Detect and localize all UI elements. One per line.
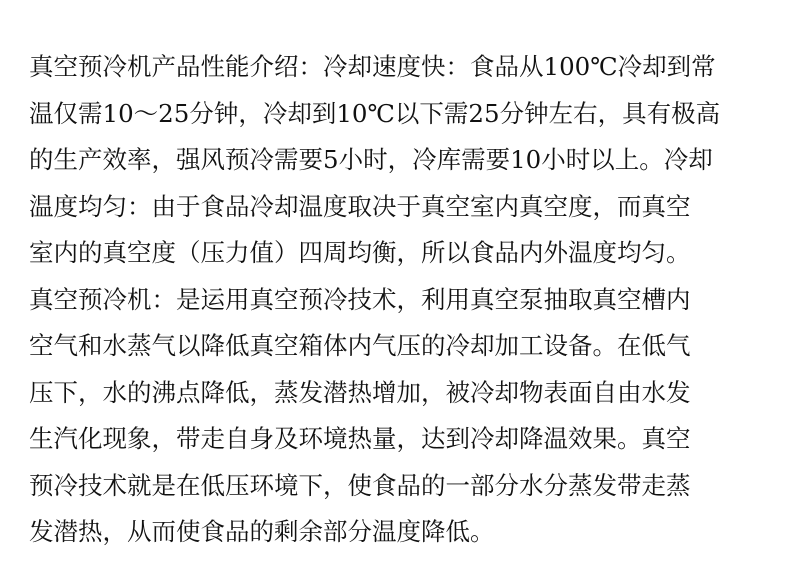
text-line-7: 空气和水蒸气以降低真空箱体内气压的冷却加工设备。在低气: [29, 331, 691, 360]
text-line-5: 室内的真空度（压力值）四周均衡，所以食品内外温度均匀。: [29, 238, 691, 267]
text-line-6: 真空预冷机：是运用真空预冷技术，利用真空泵抽取真空槽内: [29, 284, 691, 314]
text-line-9: 生汽化现象，带走自身及环境热量，达到冷却降温效果。真空: [29, 424, 691, 453]
text-line-10: 预冷技术就是在低压环境下，使食品的一部分水分蒸发带走蒸: [29, 470, 691, 500]
text-line-3: 的生产效率，强风预冷需要5小时，冷库需要10小时以上。冷却: [29, 145, 713, 174]
text-line-4: 温度均匀：由于食品冷却温度取决于真空室内真空度，而真空: [29, 191, 691, 221]
text-line-11: 发潜热，从而使食品的剩余部分温度降低。: [29, 517, 495, 546]
text-line-8: 压下，水的沸点降低，蒸发潜热增加，被冷却物表面自由水发: [29, 377, 691, 407]
text-line-2: 温仅需10～25分钟，冷却到10℃以下需25分钟左右，具有极高: [29, 98, 721, 128]
document-body: [29, 44, 769, 556]
text-line-1: 真空预冷机产品性能介绍：冷却速度快：食品从100℃冷却到常: [29, 52, 716, 81]
